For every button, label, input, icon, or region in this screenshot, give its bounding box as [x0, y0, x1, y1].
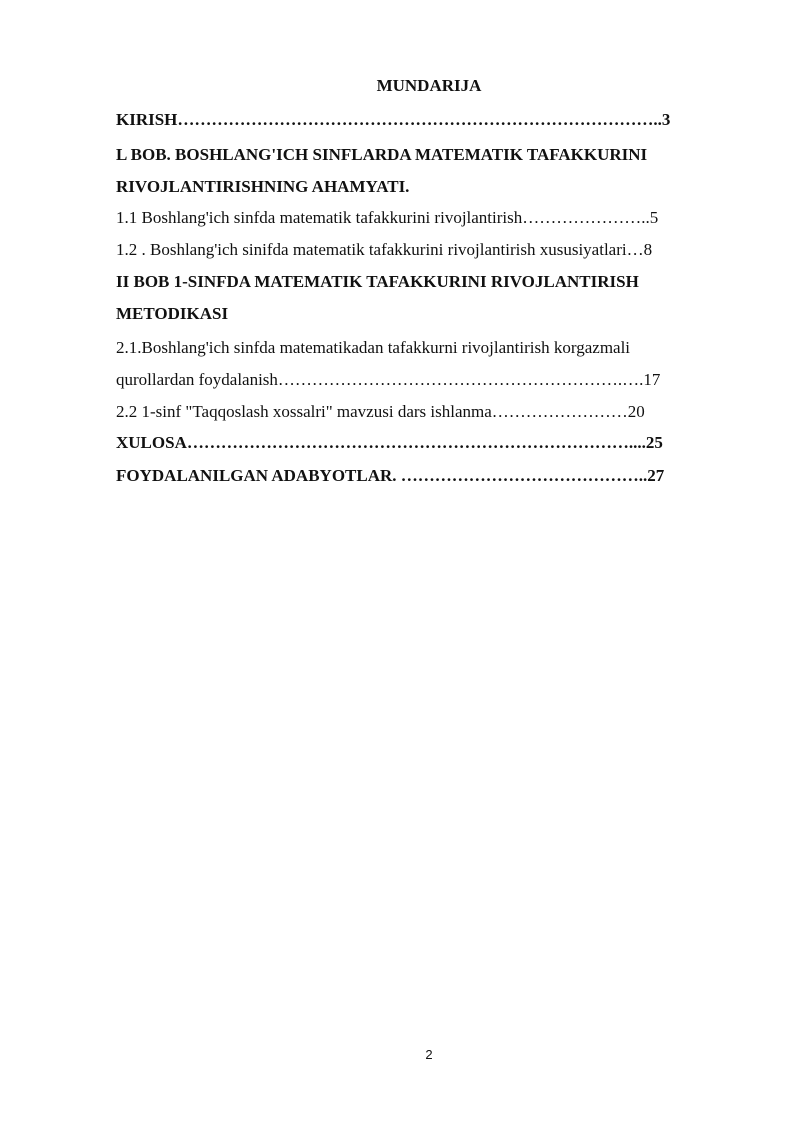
toc-chapter-2-title-line2: METODIKASI: [116, 304, 229, 323]
toc-entry-1-1: 1.1 Boshlang'ich sinfda matematik tafakkurini rivojlantirish…………………..5: [116, 208, 659, 227]
toc-chapter-1-title-line1: L BOB. BOSHLANG'ICH SINFLARDA MATEMATIK TAFAKKURINI: [116, 145, 648, 164]
toc-entry-2-1-line2: qurollardan foydalanish…………………………………………………….….17: [116, 370, 661, 389]
toc-entry-2-1-line1: 2.1.Boshlang'ich sinfda matematikadan tafakkurni rivojlantirish korgazmali: [116, 338, 631, 357]
toc-chapter-1-title-line2: RIVOJLANTIRISHNING AHAMYATI.: [116, 177, 410, 196]
page-title: MUNDARIJA: [376, 76, 482, 95]
toc-entry-xulosa: XULOSA……………………………………………………………………....25: [116, 433, 663, 452]
page-number: 2: [425, 1047, 433, 1062]
toc-entry-adabiyotlar: FOYDALANILGAN ADABYOTLAR. ……………………………………..27: [116, 466, 665, 485]
toc-entry-kirish: KIRISH…………………………………………………………………………..3: [116, 110, 671, 129]
toc-chapter-2-title-line1: II BOB 1-SINFDA MATEMATIK TAFAKKURINI RIVOJLANTIRISH: [116, 272, 639, 291]
toc-entry-2-2: 2.2 1-sinf "Taqqoslash xossalri" mavzusi dars ishlanma……………………20: [116, 402, 645, 421]
toc-entry-1-2: 1.2 . Boshlang'ich sinifda matematik tafakkurini rivojlantirish xususiyatlari…8: [116, 240, 653, 259]
